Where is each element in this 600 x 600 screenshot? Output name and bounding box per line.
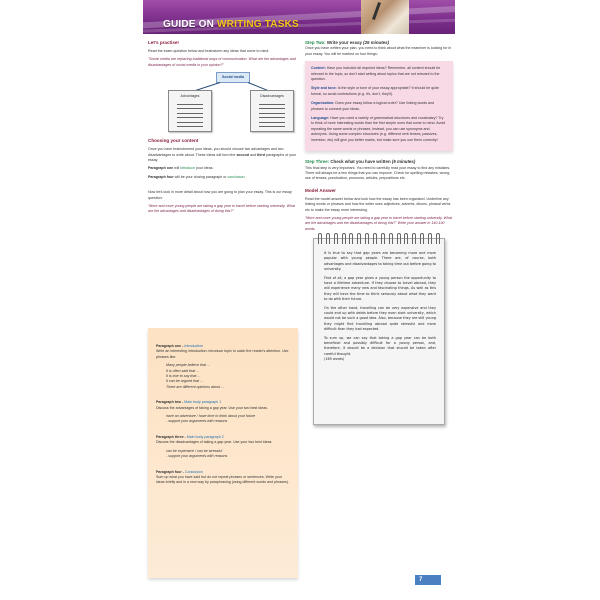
essay-paragraph: It is true to say that gap years are becoming more and more popular with young people. There are, of course, both advantages and disadvantages to taking time out before going to university. (324, 251, 436, 271)
plan-question: "More and more young people are taking a gap year to travel before starting university. What are the advantages and disadvantages of doing this?" (148, 204, 296, 214)
title-highlight: WRITING TASKS (217, 19, 299, 30)
plan-intro: Now let's look in more detail about how you are going to plan your essay. This is our essay question: (148, 190, 292, 200)
criterion-language: Language: Have you used a variety of grammatical structures and vocabulary? Try to think of more interesting words than the first simple ones that come to mind. Avoid repeating the same words or phrases, instead, you can use synonyms and antonyms. Using some complex structures (e.g. different verb tenses, passives, inversion, etc) will give you better marks, but make sure you use them correctly! (311, 116, 446, 142)
step-two-text: Once you have written your plan, you need to think about what the examiner is looking for in your essay. You will be marked on four things: (305, 46, 452, 56)
disadvantages-label: Disadvantages (260, 94, 284, 99)
choosing-heading: Choosing your content (148, 138, 199, 144)
page-header (143, 0, 455, 34)
p3-phrases: can be expensive / can be stressful - support your arguments with reasons (166, 448, 228, 459)
paragraph-one-note: Paragraph one will introduce your ideas. (148, 166, 214, 171)
right-column (305, 40, 453, 425)
step-two-heading: Step Two: Write your essay (25 minutes) (305, 40, 390, 45)
left-column (148, 40, 298, 485)
criterion-organisation: Organisation: Does your essay follow a logical order? Use linking words and phrases to connect your ideas. (311, 101, 435, 111)
brainstorm-diagram (148, 72, 298, 130)
p1-text: Write an interesting introduction: introduce topic to catch the reader's attention. Use phrases like: (156, 349, 289, 359)
p2-text: Discuss the advantages of taking a gap year. Use your two best ideas. (156, 405, 268, 410)
criterion-content: Content: Have you included all required ideas? Remember, all content should be relevant to the topic, so don't start writing about topics that are not relevant to the question. (311, 66, 441, 82)
diagram-topic: Social media (216, 72, 250, 83)
p3-heading: Paragraph three - Main body paragraph 2 (156, 434, 224, 439)
document-page (143, 0, 455, 600)
paragraph-four-note: Paragraph four will be your closing paragraph or conclusion. (148, 174, 246, 179)
model-essay-text (324, 251, 436, 366)
step-three-text: This final step is very important. You need to carefully read your essay to find any mistakes. There will always be a few things that you can improve. Check for spelling mistakes, wrong use of tenses, punctuation, pronouns, articles, prepositions etc. (305, 165, 451, 181)
practise-intro: Read the exam question below and brainstorm any ideas that come to mind. (148, 49, 270, 53)
word-count: (169 words) (324, 356, 345, 361)
practise-heading: Let's practise! (148, 40, 179, 45)
p3-text: Discuss the disadvantages of taking a gap year. Use your two best ideas. (156, 440, 273, 445)
title-prefix: GUIDE ON (163, 19, 218, 30)
p2-heading: Paragraph two - Main body paragraph 1 (156, 400, 222, 405)
model-answer-heading: Model Answer (305, 187, 336, 193)
p1-phrases: Many people believe that ... It is often said that ... It is true to say that ... It can be argued that ... There are different opinions about ... (166, 363, 224, 389)
model-essay-notepad (313, 238, 445, 425)
step-three-heading: Step Three: Check what you have written (5 minutes) (305, 159, 416, 165)
essay-plan-box (148, 328, 298, 578)
criterion-style: Style and tone: Is the style or tone of your essay appropriate? It should be quite formal, so avoid contractions (e.g. it's, don't, they'll). (311, 86, 440, 96)
page-number: 7 (415, 575, 441, 585)
page-title (163, 19, 299, 30)
pen-icon (372, 2, 381, 20)
essay-paragraph: First of all, a gap year gives a young person the opportunity to have a lifetime adventure. If they choose to travel abroad, they will experience many new and fascinating things. As well as this they will have the time to think seriously about what they want to do with their future. (324, 275, 436, 301)
practise-question: "Social media are replacing traditional ways of communication. What are the advantages and disadvantages of social media in your opinion?" (148, 57, 296, 67)
choosing-text: Once you have brainstormed your ideas, you should choose two advantages and two disadvantages to write about. These ideas will form the second and third paragraphs of your essay. (148, 147, 297, 163)
advantages-label: Advantages (180, 94, 200, 99)
essay-paragraph: To sum up, we can say that taking a gap year can be both beneficial and possibly difficult for a young person, and, therefore, it should be a decision that should be taken after careful thought. (324, 336, 436, 356)
disadvantages-card (250, 90, 294, 132)
spiral-binding-icon (318, 233, 440, 243)
p4-heading: Paragraph four - Conclusion (156, 469, 203, 474)
p1-heading: Paragraph one - Introduction (156, 344, 204, 348)
p2-phrases: have an adventure / have time to think about your future - support your arguments with reasons (166, 414, 256, 424)
marking-criteria-box (305, 61, 453, 151)
model-intro: Read the model answer below and look how the essay has been organised. Underline any linking words or phrases and how the writer uses adjectives, adverbs, idioms, phrasal verbs etc to make the essay more interesting. (305, 196, 451, 212)
advantages-card (168, 90, 212, 132)
header-photo (361, 0, 409, 34)
essay-paragraph: On the other hand, travelling can be very expensive and they could end up with debts before they even start university, which would not be such a good idea. Also, because they are still young they might find travelling abroad quite stressful and more difficult than they had expected. (324, 305, 436, 331)
p4-text: Sum up what you have said but do not repeat phrases or sentences. Write your ideas briefly and in a new way by paraphrasing (using different words and phrases). (156, 474, 289, 485)
model-question: "More and more young people are taking a gap year to travel before starting university. What are the advantages and the disadvantages of doing this?" Write your answer in 140-190 words. (305, 215, 453, 231)
